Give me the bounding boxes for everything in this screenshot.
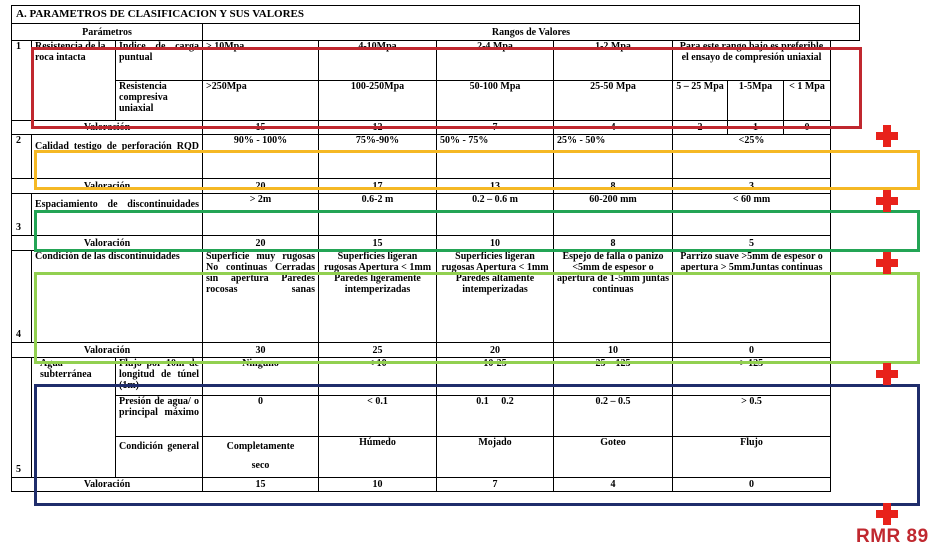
param-1-sub1-value: 2-4 Mpa xyxy=(437,41,554,81)
valoracion-5: 0 xyxy=(673,478,831,492)
param-5-sub2-value: 0.2 – 0.5 xyxy=(554,396,673,437)
param-5-sub3-value: Goteo xyxy=(554,437,673,478)
valoracion-2: 8 xyxy=(554,179,673,194)
valoracion-label: Valoración xyxy=(12,179,203,194)
param-2-value: 50% - 75% xyxy=(437,135,554,179)
param-3-value: 0.2 – 0.6 m xyxy=(437,194,554,236)
valoracion-4: 0 xyxy=(673,343,831,358)
valoracion-3: 20 xyxy=(203,236,319,251)
param-5-name: Agua subterránea xyxy=(32,358,116,478)
param-1-name: Resistencia de la roca intacta xyxy=(32,41,116,121)
valoracion-1: 1 xyxy=(728,121,784,135)
param-5-sub1-value: Ninguno xyxy=(203,358,319,396)
valoracion-3: 10 xyxy=(437,236,554,251)
valoracion-2: 3 xyxy=(673,179,831,194)
valoracion-3: 8 xyxy=(554,236,673,251)
param-5-sub2-value: 0.1 0.2 xyxy=(437,396,554,437)
header-rangos: Rangos de Valores xyxy=(203,24,860,41)
param-5-sub3-value: Húmedo xyxy=(319,437,437,478)
param-2-value: 90% - 100% xyxy=(203,135,319,179)
param-1-sub1-name: Índice de carga puntual xyxy=(116,41,203,81)
valoracion-5: 4 xyxy=(554,478,673,492)
param-4-value: Superficie muy rugosas No continuas Cerradas sin apertura Paredes rocosas sanas xyxy=(203,251,319,343)
param-5-sub2-value: 0 xyxy=(203,396,319,437)
param-4-value: Superficies ligeran rugosas Apertura < 1mm Paredes ligeramente intemperizadas xyxy=(319,251,437,343)
param-1-sub1-value: 1-2 Mpa xyxy=(554,41,673,81)
plus-icon xyxy=(876,125,898,147)
param-1-sub2-value: 25-50 Mpa xyxy=(554,81,673,121)
param-5-sub1-value: 25 – 125 xyxy=(554,358,673,396)
param-1-sub1-value: > 10Mpa xyxy=(203,41,319,81)
param-number-3: 3 xyxy=(12,194,32,236)
valoracion-1: 2 xyxy=(673,121,728,135)
param-1-sub2-value: 100-250Mpa xyxy=(319,81,437,121)
header-parametros: Parámetros xyxy=(12,24,203,41)
param-3-value: < 60 mm xyxy=(673,194,831,236)
valoracion-4: 25 xyxy=(319,343,437,358)
param-5-sub1-value: < 10 xyxy=(319,358,437,396)
param-5-sub3-value: Mojado xyxy=(437,437,554,478)
param-1-sub2-value: >250Mpa xyxy=(203,81,319,121)
valoracion-1: 0 xyxy=(784,121,831,135)
param-3-name: Espaciamiento de discontinuidades xyxy=(32,194,203,236)
valoracion-4: 10 xyxy=(554,343,673,358)
param-number-5: 5 xyxy=(12,358,32,478)
valoracion-label: Valoración xyxy=(12,478,203,492)
valoracion-5: 10 xyxy=(319,478,437,492)
param-2-name: Calidad testigo de perforación RQD xyxy=(32,135,203,179)
param-5-sub2-value: < 0.1 xyxy=(319,396,437,437)
valoracion-1: 4 xyxy=(554,121,673,135)
plus-icon xyxy=(876,190,898,212)
param-4-name: Condición de las discontinuidades xyxy=(32,251,203,343)
plus-icon xyxy=(876,503,898,525)
param-2-value: <25% xyxy=(673,135,831,179)
valoracion-3: 5 xyxy=(673,236,831,251)
param-3-value: 0.6-2 m xyxy=(319,194,437,236)
valoracion-label: Valoración xyxy=(12,236,203,251)
valoracion-5: 15 xyxy=(203,478,319,492)
valoracion-2: 20 xyxy=(203,179,319,194)
valoracion-label: Valoración xyxy=(12,343,203,358)
valoracion-1: 12 xyxy=(319,121,437,135)
param-5-sub1-value: > 125 xyxy=(673,358,831,396)
param-1-sub1-note: Para este rango bajo es preferible el ensayo de compresión uniaxial xyxy=(673,41,831,81)
param-1-sub2-name: Resistencia compresiva uniaxial xyxy=(116,81,203,121)
param-1-sub2-value: 1-5Mpa xyxy=(728,81,784,121)
highlight-box-condicion xyxy=(34,272,920,364)
param-5-sub3-name: Condición general xyxy=(116,437,203,478)
param-number-1: 1 xyxy=(12,41,32,121)
table-title: A. PARAMETROS DE CLASIFICACION Y SUS VALORES xyxy=(12,6,860,24)
valoracion-2: 17 xyxy=(319,179,437,194)
param-4-value: Espejo de falla o panizo <5mm de espesor o apertura de 1-5mm juntas continuas xyxy=(554,251,673,343)
param-1-sub2-value: < 1 Mpa xyxy=(784,81,831,121)
valoracion-3: 15 xyxy=(319,236,437,251)
param-2-value: 75%-90% xyxy=(319,135,437,179)
param-1-sub2-value: 50-100 Mpa xyxy=(437,81,554,121)
param-3-value: > 2m xyxy=(203,194,319,236)
highlight-box-resistencia xyxy=(31,47,862,129)
param-5-sub2-name: Presión de agua/ o principal máximo xyxy=(116,396,203,437)
param-5-sub1-name: Flujo por 10m de longitud de túnel (1m) xyxy=(116,358,203,396)
valoracion-4: 20 xyxy=(437,343,554,358)
param-1-sub2-value: 5 – 25 Mpa xyxy=(673,81,728,121)
valoracion-5: 7 xyxy=(437,478,554,492)
plus-icon xyxy=(876,252,898,274)
param-5-sub1-value: 10-25 xyxy=(437,358,554,396)
highlight-box-rqd xyxy=(34,150,920,190)
valoracion-1: 15 xyxy=(203,121,319,135)
param-4-value: Superficies ligeran rugosas Apertura < 1mm Paredes altamente intemperizadas xyxy=(437,251,554,343)
highlight-box-espaciamiento xyxy=(34,210,920,252)
param-2-value: 25% - 50% xyxy=(554,135,673,179)
highlight-box-agua xyxy=(34,384,920,506)
param-5-sub3-value: Completamente seco xyxy=(203,437,319,478)
valoracion-1: 7 xyxy=(437,121,554,135)
param-3-value: 60-200 mm xyxy=(554,194,673,236)
param-5-sub2-value: > 0.5 xyxy=(673,396,831,437)
param-5-sub3-value: Flujo xyxy=(673,437,831,478)
valoracion-4: 30 xyxy=(203,343,319,358)
param-1-sub1-value: 4-10Mpa xyxy=(319,41,437,81)
param-4-value: Parrizo suave >5mm de espesor o apertura > 5mmJuntas continuas xyxy=(673,251,831,343)
valoracion-label: Valoración xyxy=(12,121,203,135)
plus-icon xyxy=(876,363,898,385)
rmr-89-label: RMR 89 xyxy=(856,526,929,547)
param-number-2: 2 xyxy=(12,135,32,179)
param-number-4: 4 xyxy=(12,251,32,343)
valoracion-2: 13 xyxy=(437,179,554,194)
